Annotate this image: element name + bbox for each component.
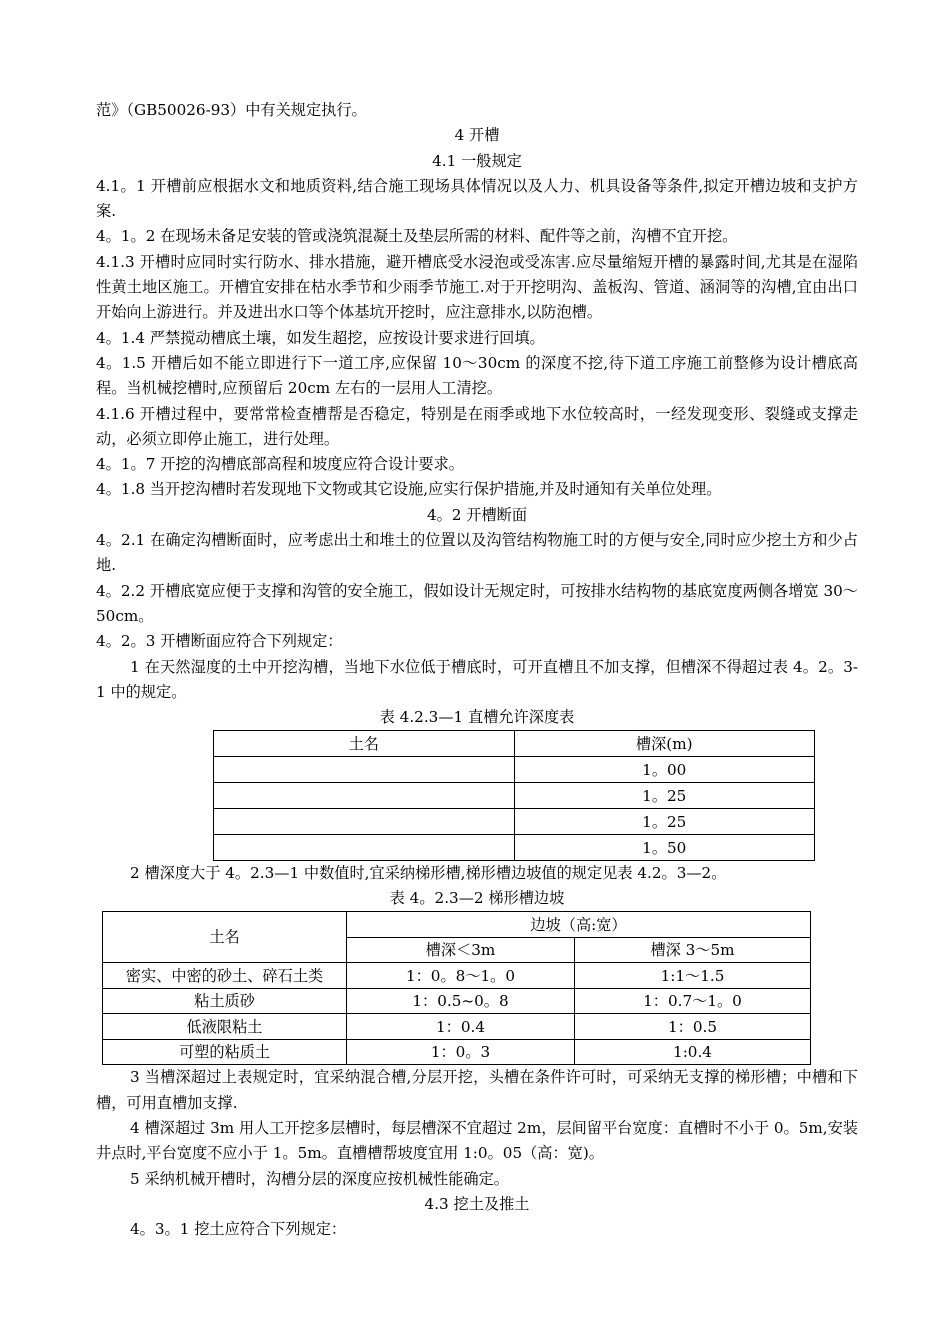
table-cell (214, 835, 515, 861)
paragraph: 4。1.8 当开挖沟槽时若发现地下文物或其它设施,应实行保护措施,并及时通知有关单位处理。 (96, 480, 722, 499)
paragraph: 3 当槽深超过上表规定时，宜采纳混合槽,分层开挖，头槽在条件许可时，可采纳无支撑的梯形槽；中槽和下槽，可用直槽加支撑. (96, 1068, 858, 1112)
paragraph: 5 采纳机械开槽时，沟槽分层的深度应按机械性能确定。 (130, 1169, 509, 1188)
paragraph: 2 槽深度大于 4。2.3—1 中数值时,宜采纳梯形槽,梯形槽边坡值的规定见表 4.2。3—2。 (130, 864, 727, 883)
table-header-row (214, 731, 815, 757)
section-heading: 4。2 开槽断面 (426, 505, 528, 524)
table-cell: 粘土质砂 (103, 988, 347, 1014)
paragraph: 4。1.4 严禁搅动槽底土壤，如发生超挖，应按设计要求进行回填。 (96, 328, 545, 347)
section-before-table1 (96, 98, 858, 705)
paragraph: 4.1.6 开槽过程中，要常常检查槽帮是否稳定，特别是在雨季或地下水位较高时，一经发现变形、裂缝或支撑走动，必须立即停止施工，进行处理。 (96, 404, 858, 448)
table-row (103, 1039, 811, 1065)
column-header-trench-depth: 槽深(m) (514, 731, 815, 757)
section-after-table2 (96, 1065, 858, 1242)
section-heading: 4.1 一般规定 (432, 151, 522, 170)
column-header-slope: 边坡（高:宽） (347, 912, 811, 938)
table-cell: 1。50 (514, 835, 815, 861)
table2-caption: 表 4。2.3—2 梯形槽边坡 (389, 889, 565, 908)
table-cell: 可塑的粘质土 (103, 1039, 347, 1065)
paragraph: 4。2。3 开槽断面应符合下列规定： (96, 632, 343, 651)
table-cell: 1：0.7～1。0 (575, 988, 811, 1014)
column-header-soil-name: 土名 (103, 912, 347, 963)
table-row (214, 835, 815, 861)
column-header-depth-3-5m: 槽深 3～5m (575, 937, 811, 963)
paragraph: 4。1.5 开槽后如不能立即进行下一道工序,应保留 10～30cm 的深度不挖,待下道工序施工前整修为设计槽底高程。当机械挖槽时,应预留后 20cm 左右的一层用人工清挖。 (96, 353, 858, 398)
table-cell: 1:0.4 (575, 1039, 811, 1065)
table-cell (214, 757, 515, 783)
paragraph: 4。1。2 在现场未备足安装的管或浇筑混凝土及垫层所需的材料、配件等之前，沟槽不宜开挖。 (96, 227, 738, 246)
paragraph: 1 在天然湿度的土中开挖沟槽，当地下水位低于槽底时，可开直槽且不加支撑，但槽深不得超过表 4。2。3-1 中的规定。 (96, 657, 858, 701)
table-cell: 1：0。3 (347, 1039, 575, 1065)
column-header-depth-lt-3m: 槽深＜3m (347, 937, 575, 963)
table-row (103, 963, 811, 989)
paragraph: 范》（GB50026-93）中有关规定执行。 (96, 101, 367, 119)
table-row (103, 988, 811, 1014)
paragraph: 4 槽深超过 3m 用人工开挖多层槽时，每层槽深不宜超过 2m，层间留平台宽度：直槽时不小于 0。5m,安装井点时,平台宽度不应小于 1。5m。直槽槽帮坡度宜用 1:0。05（高：宽)。 (96, 1119, 858, 1163)
table-cell: 1:1～1.5 (575, 963, 811, 989)
paragraph: 4。2.2 开槽底宽应便于支撑和沟管的安全施工，假如设计无规定时，可按排水结构物的基底宽度两侧各增宽 30～50cm。 (96, 581, 858, 625)
table-row (214, 757, 815, 783)
table-cell: 1：0.4 (347, 1014, 575, 1040)
straight-trench-depth-table (213, 730, 815, 861)
table-cell: 1。00 (514, 757, 815, 783)
paragraph: 4。2.1 在确定沟槽断面时，应考虑出土和堆土的位置以及沟管结构物施工时的方便与安全,同时应少挖土方和少占地. (96, 531, 858, 575)
table-cell: 1：0.5~0。8 (347, 988, 575, 1014)
section-heading: 4.3 挖土及推土 (424, 1194, 530, 1213)
trapezoid-slope-table (102, 911, 811, 1065)
table-cell: 1。25 (514, 809, 815, 835)
column-header-soil-name: 土名 (214, 731, 515, 757)
table-row (214, 809, 815, 835)
table-cell: 密实、中密的砂土、碎石土类 (103, 963, 347, 989)
table1-caption: 表 4.2.3—1 直槽允许深度表 (379, 708, 575, 727)
table-cell (214, 783, 515, 809)
paragraph: 4。3。1 挖土应符合下列规定： (130, 1220, 347, 1239)
document-page (96, 98, 858, 1243)
paragraph: 4.1。1 开槽前应根据水文和地质资料,结合施工现场具体情况以及人力、机具设备等条件,拟定开槽边坡和支护方案. (96, 176, 858, 221)
table-cell: 1：0。8～1。0 (347, 963, 575, 989)
section-heading: 4 开槽 (454, 126, 500, 145)
table-cell (214, 809, 515, 835)
table-cell: 1。25 (514, 783, 815, 809)
table-header-row (103, 912, 811, 938)
paragraph: 4。1。7 开挖的沟槽底部高程和坡度应符合设计要求。 (96, 455, 464, 474)
table-row (103, 1014, 811, 1040)
table-cell: 低液限粘土 (103, 1014, 347, 1040)
table-cell: 1：0.5 (575, 1014, 811, 1040)
table-row (214, 783, 815, 809)
paragraph: 4.1.3 开槽时应同时实行防水、排水措施，避开槽底受水浸泡或受冻害.应尽量缩短开槽的暴露时间,尤其是在湿陷性黄土地区施工。开槽宜安排在枯水季节和少雨季节施工.对于开挖明沟、盖板沟、管道、涵洞等的沟槽,宜由出口开始向上游进行。并及进出水口等个体基坑开挖时，应注意排水,以防泡槽。 (96, 252, 858, 322)
